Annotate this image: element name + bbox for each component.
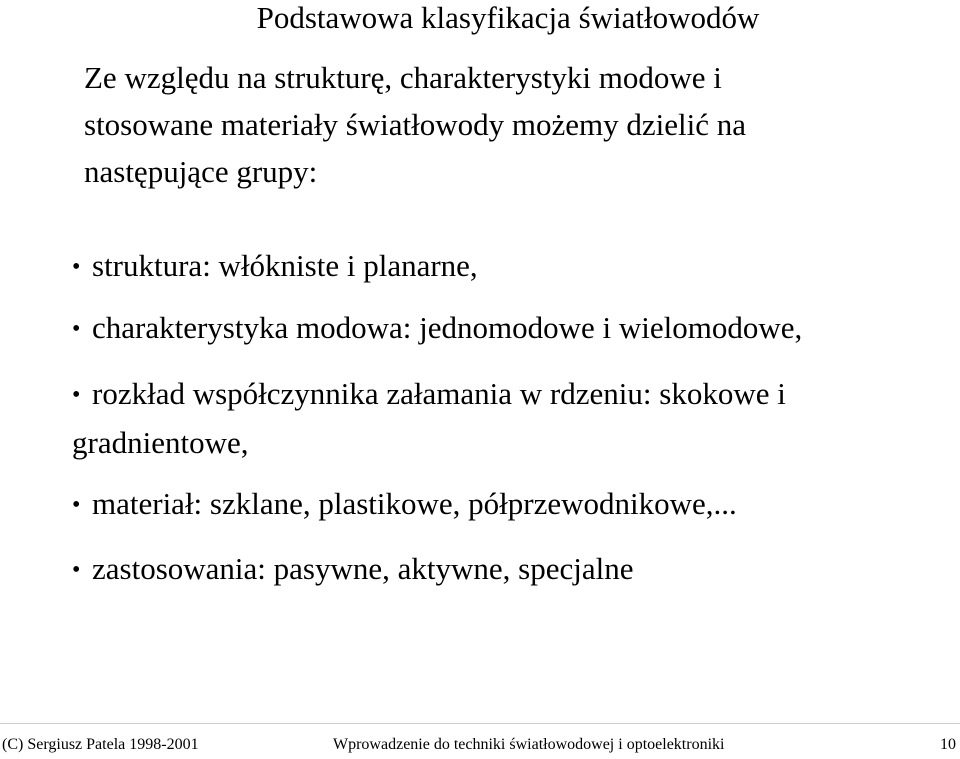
slide-title: Podstawowa klasyfikacja światłowodów [256, 0, 760, 35]
footer-copyright: (C) Sergiusz Patela 1998-2001 [2, 736, 199, 753]
bullet-icon: • [72, 254, 81, 280]
bullet-icon: • [72, 316, 81, 342]
bullet-continuation: gradnientowe, [72, 425, 249, 460]
bullet-item-structure [72, 242, 942, 291]
intro-paragraph [84, 54, 944, 195]
bullet-item-modal [72, 304, 942, 353]
bullet-text: charakterystyka modowa: jednomodowe i wielomodowe, [92, 310, 803, 345]
bullet-text: struktura: włókniste i planarne, [92, 248, 478, 283]
page-number: 10 [940, 736, 956, 753]
bullet-text: zastosowania: pasywne, aktywne, specjalne [92, 551, 634, 586]
bullet-icon: • [72, 557, 81, 583]
bullet-icon: • [72, 382, 81, 408]
bullet-text: materiał: szklane, plastikowe, półprzewodnikowe,... [92, 486, 737, 521]
intro-line-3: następujące grupy: [84, 154, 318, 189]
bullet-item-applications [72, 545, 942, 594]
intro-line-2: stosowane materiały światłowody możemy dzielić na [84, 107, 747, 142]
bullet-text: rozkład współczynnika załamania w rdzeniu: skokowe i [92, 376, 786, 411]
bullet-icon: • [72, 492, 81, 518]
footer-course-title: Wprowadzenie do techniki światłowodowej i optoelektroniki [333, 736, 725, 753]
bullet-item-material [72, 480, 942, 529]
footer-divider [0, 723, 960, 724]
intro-line-1: Ze względu na strukturę, charakterystyki modowe i [84, 60, 722, 95]
bullet-item-index-profile [72, 370, 942, 467]
